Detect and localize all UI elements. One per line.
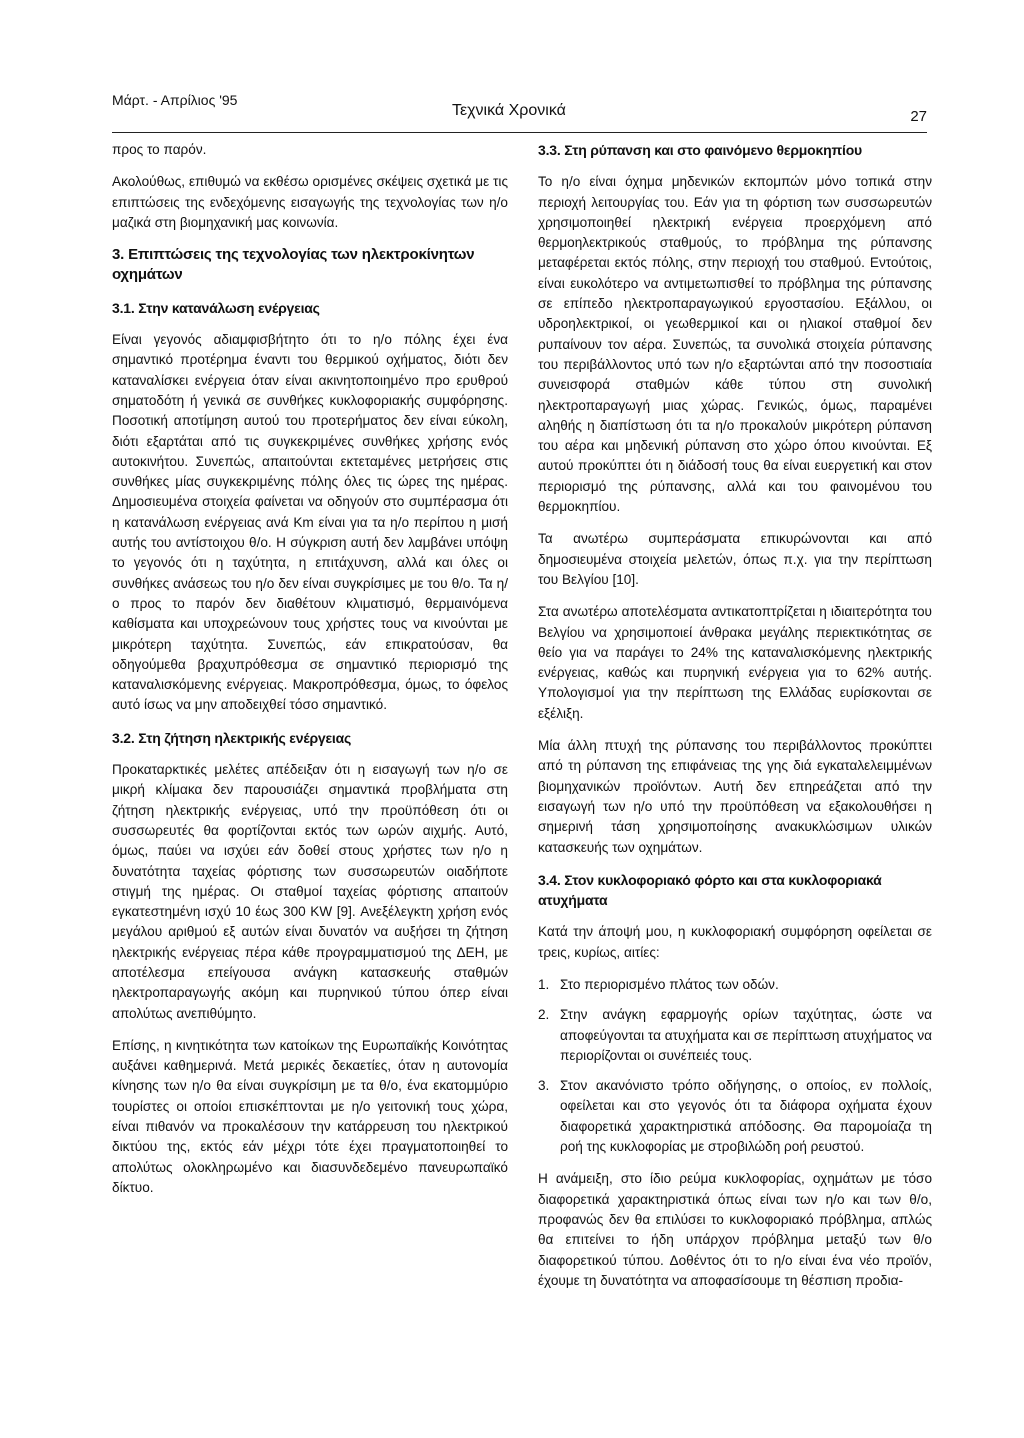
causes-list (538, 975, 932, 1157)
list-item (538, 1076, 932, 1157)
list-number: 1. (538, 976, 550, 992)
paragraph: Τα ανωτέρω συμπεράσματα επικυρώνονται και από δημοσιευμένα στοιχεία μελετών, όπως π.χ. για την περίπτωση του Βελγίου [10]. (538, 531, 932, 587)
subsection-heading: 3.4. Στον κυκλοφοριακό φόρτο και στα κυκλοφοριακά ατυχήματα (538, 871, 882, 909)
subsection-heading: 3.2. Στη ζήτηση ηλεκτρικής ενέργειας (112, 729, 352, 746)
right-column (538, 140, 932, 1303)
list-item (538, 975, 932, 995)
list-item (538, 1005, 932, 1066)
paragraph: Στα ανωτέρω αποτελέσματα αντικατοπτρίζεται η ιδιαιτερότητα του Βελγίου να χρησιμοποιεί άνθρακα μεγάλης περιεκτικότητας σε θείο για να παράγει το 24% της καταναλισκόμενης ηλεκτρικής ενέργειας, καθώς και πυρηνική ενέργεια για το 62% αυτής. Υπολογισμοί για την περίπτωση της Ελλάδας ευρίσκονται σε εξέλιξη. (538, 604, 932, 721)
journal-title: Τεχνικά Χρονικά (452, 102, 566, 119)
paragraph: Είναι γεγονός αδιαμφισβήτητο ότι το η/ο πόλης έχει ένα σημαντικό προτέρημα έναντι του θερμικού οχήματος, διότι δεν καταναλίσκει ενέργεια όταν είναι ακινητοποιημένο προ ερυθρού σηματοδότη ή γενικά σε συνθήκες κυκλοφοριακής συμφόρησης. Ποσοτική αποτίμηση αυτού του προτερήματος δεν είναι εύκολη, διότι εξαρτάται από τις συγκεκριμένες συνθήκες χρήσης ενός αυτοκινήτου. Συνεπώς, απαιτούνται εκτεταμένες μετρήσεις στις συνθήκες μίας συγκεκριμένης πόλης όλες τις ώρες της ημέρας. Δημοσιευμένα στοιχεία φαίνεται να οδηγούν στο συμπέρασμα ότι η κατανάλωση ενέργειας ανά Km είναι για τα η/ο περίπου η μισή αυτής του αντίστοιχου θ/ο. Η σύγκριση αυτή δεν λαμβάνει υπόψη το γεγονός ότι η ταχύτητα, η επιτάχυνση, αλλά και όλες οι συνθήκες ανάσεως του η/ο δεν είναι συγκρίσιμες με του θ/ο. Τα η/ο προς το παρόν δεν διαθέτουν κλιματισμό, θερμαινόμενα καθίσματα και υποχρεώνουν τους χρήστες τους να κινούνται με μικρότερη ταχύτητα. Συνεπώς, εάν επικρατούσαν, θα οδηγούμεθα βραχυπρόθεσμα σε σημαντικό περιορισμό της καταναλισκόμενης ενέργειας. Μακροπρόθεσμα, όμως, το όφελος αυτό ίσως να μην αποδειχθεί τόσο σημαντικό. (112, 332, 508, 713)
list-text: Στον ακανόνιστο τρόπο οδήγησης, ο οποίος, εν πολλοίς, οφείλεται και στο γεγονός ότι τα διάφορα οχήματα έχουν διαφορετικά χαρακτηριστικά απόδοσης. Θα παρομοίαζα τη ροή της κυκλοφορίας με στροβιλώδη ροή ρευστού. (560, 1078, 932, 1155)
header-rule (112, 132, 927, 133)
paragraph: Η ανάμειξη, στο ίδιο ρεύμα κυκλοφορίας, οχημάτων με τόσο διαφορετικά χαρακτηριστικά όπως είναι των η/ο και των θ/ο, προφανώς δεν θα επιλύσει το κυκλοφοριακό πρόβλημα, απλώς θα επιτείνει το ήδη υπάρχον πρόβλημα μεταξύ των θ/ο διαφορετικού τύπου. Δοθέντος ότι το η/ο είναι ένα νέο προϊόν, έχουμε τη δυνατότητα να αποφασίσουμε τη θέσπιση προδια- (538, 1171, 932, 1288)
paragraph: προς το παρόν. (112, 142, 207, 157)
page-header (112, 78, 927, 125)
section-heading: 3. Επιπτώσεις της τεχνολογίας των ηλεκτροκίνητων οχημάτων (112, 246, 475, 284)
subsection-heading: 3.1. Στην κατανάλωση ενέργειας (112, 299, 320, 316)
list-text: Στο περιορισμένο πλάτος των οδών. (560, 976, 779, 992)
list-text: Στην ανάγκη εφαρμογής ορίων ταχύτητας, ώστε να αποφεύγονται τα ατυχήματα και σε περίπτωση ατυχήματος να περιορίζονται οι συνέπειές τους. (560, 1007, 932, 1063)
paragraph: Το η/ο είναι όχημα μηδενικών εκπομπών μόνο τοπικά στην περιοχή λειτουργίας του. Εάν για τη φόρτιση των συσσωρευτών χρησιμοποιηθεί ηλεκτρική ενέργεια προερχόμενη από θερμοηλεκτρικούς σταθμούς, το πρόβλημα της ρύπανσης μεταφέρεται εκτός πόλης, στην περιοχή του σταθμού. Εντούτοις, είναι ευκολότερο να αντιμετωπισθεί το πρόβλημα της ρύπανσης σε επίπεδο ηλεκτροπαραγωγικού εργοστασίου. Εξάλλου, οι υδροηλεκτρικοί, οι γεωθερμικοί και οι ηλιακοί σταθμοί δεν ρυπαίνουν τον αέρα. Συνεπώς, τα συνολικά στοιχεία ρύπανσης του περιβάλλοντος υπό των η/ο εξαρτώνται από την ποσοστιαία συνεισφορά σταθμών κάθε τύπου στη συνολική ηλεκτροπαραγωγή μιας χώρας. Γενικώς, όμως, παραμένει αληθής η διαπίστωση ότι τα η/ο προκαλούν μικρότερη ρύπανση του αέρα και μηδενική ρύπανση στο χώρο όπου κινούνται. Εξ αυτού προκύπτει ότι η διάδοσή τους θα είναι ευεργετική και στον περιορισμό της ρύπανσης, αλλά και του φαινομένου του θερμοκηπίου. (538, 174, 932, 515)
left-column (112, 140, 508, 1210)
paragraph: Ακολούθως, επιθυμώ να εκθέσω ορισμένες σκέψεις σχετικά με τις επιπτώσεις της ενδεχόμενης εισαγωγής της τεχνολογίας των η/ο μαζικά στη βιομηχανική μας κοινωνία. (112, 174, 508, 230)
paragraph: Κατά την άποψή μου, η κυκλοφοριακή συμφόρηση οφείλεται σε τρεις, κυρίως, αιτίες: (538, 924, 932, 960)
list-number: 2. (538, 1007, 550, 1023)
subsection-heading: 3.3. Στη ρύπανση και στο φαινόμενο θερμοκηπίου (538, 142, 862, 158)
paragraph: Μία άλλη πτυχή της ρύπανσης του περιβάλλοντος προκύπτει από τη ρύπανση της επιφάνειας της γης διά εγκαταλελειμμένων βιομηχανικών προϊόντων. Αυτή δεν επηρεάζεται από την εισαγωγή των η/ο υπό την προϋπόθεση να εξακολουθήσει η σημερινή τάση χρησιμοποίησης ανακυκλώσιμων υλικών κατασκευής των οχημάτων. (538, 738, 932, 855)
page-number: 27 (910, 108, 927, 125)
paragraph: Επίσης, η κινητικότητα των κατοίκων της Ευρωπαϊκής Κοινότητας αυξάνει καθημερινά. Μετά μερικές δεκαετίες, όταν η αυτονομία κίνησης των η/ο θα είναι συγκρίσιμη με τα θ/ο, ένα εκατομμύριο τουρίστες οι οποίοι επισκέπτονται με η/ο γειτονική τους χώρα, είναι πιθανόν να προκαλέσουν την κατάρρευση του ηλεκτρικού δικτύου της, εκτός εάν μέχρι τότε έχει πραγματοποιηθεί το απολύτως ολοκληρωμένο και διασυνδεδεμένο πανευρωπαϊκό δίκτυο. (112, 1037, 508, 1195)
paragraph: Προκαταρκτικές μελέτες απέδειξαν ότι η εισαγωγή των η/ο σε μικρή κλίμακα δεν παρουσιάζει σημαντικά προβλήματα στη ζήτηση ηλεκτρικής ενέργειας, υπό την προϋπόθεση ότι οι συσσωρευτές θα φορτίζονται εκτός των ωρών αιχμής. Αυτό, όμως, παύει να ισχύει εάν δοθεί στους χρήστες των η/ο η δυνατότητα ταχείας φόρτισης των συσσωρευτών οιαδήποτε στιγμή της ημέρας. Οι σταθμοί ταχείας φόρτισης απαιτούν εγκατεστημένη ισχύ 10 έως 300 KW [9]. Ανεξέλεγκτη χρήση ενός μεγάλου αριθμού εξ αυτών είναι δυνατόν να αυξήσει τη ζήτηση ηλεκτρικής ενέργειας πέρα κάθε προγραμματισμού της ΔΕΗ, με αποτέλεσμα επείγουσα ανάγκη κατασκευής σταθμών ηλεκτροπαραγωγής ακόμη και πυρηνικού τύπου όπερ είναι απολύτως ανεπιθύμητο. (112, 762, 508, 1021)
issue-date: Μάρτ. - Απρίλιος '95 (112, 92, 238, 108)
list-number: 3. (538, 1078, 550, 1094)
